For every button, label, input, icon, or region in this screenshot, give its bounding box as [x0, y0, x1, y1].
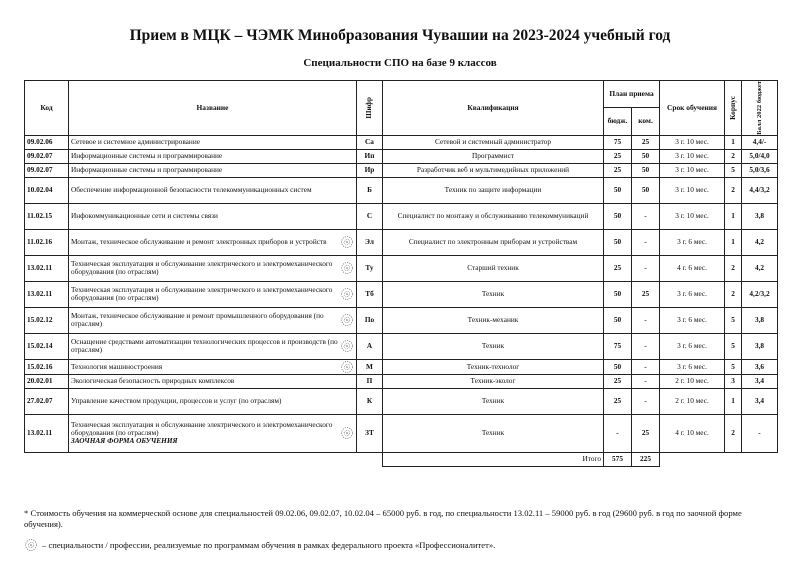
cell-code: 09.02.07 — [25, 149, 69, 163]
cell-cipher: А — [357, 333, 383, 359]
cell-commercial: - — [632, 359, 660, 374]
cell-qualification: Специалист по электронным приборам и устройствам — [383, 229, 604, 255]
cell-score: 5,0/4,0 — [742, 149, 778, 163]
header-qualification: Квалификация — [383, 81, 604, 136]
cell-qualification: Техник — [383, 333, 604, 359]
cell-budget: 25 — [604, 255, 632, 281]
cell-building: 2 — [725, 177, 742, 203]
cell-score: 4,2 — [742, 229, 778, 255]
cell-term: 3 г. 6 мес. — [660, 333, 725, 359]
cell-name — [69, 149, 357, 163]
cell-cipher: Тб — [357, 281, 383, 307]
cell-building: 5 — [725, 333, 742, 359]
specialty-name: Технология машиностроения — [71, 361, 163, 371]
cell-budget: - — [604, 414, 632, 452]
header-code: Код — [25, 81, 69, 136]
cell-cipher: Са — [357, 135, 383, 149]
cell-term: 3 г. 6 мес. — [660, 229, 725, 255]
cell-commercial: 50 — [632, 149, 660, 163]
cell-building: 1 — [725, 135, 742, 149]
professionalitet-emblem-icon — [340, 426, 354, 440]
cell-commercial: - — [632, 333, 660, 359]
cell-qualification: Техник-технолог — [383, 359, 604, 374]
cell-qualification: Специалист по монтажу и обслуживанию телекоммуникаций — [383, 203, 604, 229]
professionalitet-emblem-icon — [24, 538, 38, 552]
cell-score: 3,4 — [742, 374, 778, 388]
table-row — [25, 333, 778, 359]
cell-qualification: Техник — [383, 388, 604, 414]
specialty-name: Техническая эксплуатация и обслуживание электрического и электромеханического оборудования (по отраслям) — [71, 419, 333, 438]
specialty-name: Управление качеством продукции, процессов и услуг (по отраслям) — [71, 396, 282, 406]
header-score: Балл 2022 бюджет — [742, 81, 778, 136]
cell-code: 15.02.16 — [25, 359, 69, 374]
cell-term: 3 г. 6 мес. — [660, 359, 725, 374]
cell-budget: 50 — [604, 177, 632, 203]
specialty-name: Техническая эксплуатация и обслуживание электрического и электромеханического оборудования (по отраслям) — [71, 258, 333, 277]
cell-qualification: Старший техник — [383, 255, 604, 281]
cell-commercial: - — [632, 203, 660, 229]
table-row — [25, 255, 778, 281]
header-term: Срок обучения — [660, 81, 725, 136]
header-plan: План приема — [604, 81, 660, 108]
table-row — [25, 281, 778, 307]
specialty-name: Экологическая безопасность природных комплексов — [71, 376, 235, 386]
cell-code: 20.02.01 — [25, 374, 69, 388]
cell-building: 2 — [725, 255, 742, 281]
cell-budget: 75 — [604, 135, 632, 149]
cell-code: 13.02.11 — [25, 255, 69, 281]
cell-cipher: К — [357, 388, 383, 414]
cell-name — [69, 177, 357, 203]
cell-term: 3 г. 10 мес. — [660, 203, 725, 229]
header-name: Название — [69, 81, 357, 136]
total-label: Итого — [383, 452, 604, 466]
specialty-name: Инфокоммуникационные сети и системы связи — [71, 211, 218, 221]
cell-term: 3 г. 10 мес. — [660, 177, 725, 203]
cell-name — [69, 333, 357, 359]
cell-term: 4 г. 10 мес. — [660, 414, 725, 452]
cell-qualification: Техник-механик — [383, 307, 604, 333]
cell-cipher: Ип — [357, 149, 383, 163]
cell-budget: 75 — [604, 333, 632, 359]
cell-building: 1 — [725, 388, 742, 414]
total-commercial: 225 — [632, 452, 660, 466]
cell-term: 3 г. 10 мес. — [660, 163, 725, 177]
cell-building: 2 — [725, 281, 742, 307]
specialty-name: Техническая эксплуатация и обслуживание электрического и электромеханического оборудования (по отраслям) — [71, 284, 333, 303]
cell-score: 4,2/3,2 — [742, 281, 778, 307]
cell-score: 3,6 — [742, 359, 778, 374]
cell-commercial: - — [632, 255, 660, 281]
cell-commercial: - — [632, 374, 660, 388]
cell-score: 5,0/3,6 — [742, 163, 778, 177]
professionalitet-emblem-icon — [340, 261, 354, 275]
admission-table — [24, 80, 778, 467]
specialty-name: Информационные системы и программирование — [71, 151, 223, 161]
cell-score: 4,4/3,2 — [742, 177, 778, 203]
cell-qualification: Программист — [383, 149, 604, 163]
cell-code: 15.02.14 — [25, 333, 69, 359]
cell-qualification: Разработчик веб и мультимедийных приложений — [383, 163, 604, 177]
cell-name — [69, 203, 357, 229]
cell-building: 2 — [725, 149, 742, 163]
cell-code: 27.02.07 — [25, 388, 69, 414]
cell-name — [69, 163, 357, 177]
table-row — [25, 359, 778, 374]
header-building: Корпус — [725, 81, 742, 136]
professionalitet-emblem-icon — [340, 360, 354, 374]
cell-qualification: Техник — [383, 414, 604, 452]
cell-commercial: - — [632, 307, 660, 333]
specialty-name: Оснащение средствами автоматизации технологических процессов и производств (по отраслям) — [71, 336, 338, 355]
table-row — [25, 163, 778, 177]
header-budget: бюдж. — [604, 108, 632, 135]
professionalitet-emblem-icon — [340, 313, 354, 327]
cell-qualification: Техник — [383, 281, 604, 307]
table-row — [25, 203, 778, 229]
cell-commercial: 25 — [632, 135, 660, 149]
cell-code: 09.02.07 — [25, 163, 69, 177]
professionalitet-emblem-icon — [340, 339, 354, 353]
study-form-note: ЗАОЧНАЯ ФОРМА ОБУЧЕНИЯ — [71, 436, 178, 446]
cell-score: 3,8 — [742, 203, 778, 229]
cell-cipher: ЗТ — [357, 414, 383, 452]
cell-score: - — [742, 414, 778, 452]
cell-code: 15.02.12 — [25, 307, 69, 333]
cell-qualification: Техник-эколог — [383, 374, 604, 388]
cell-score: 3,4 — [742, 388, 778, 414]
cell-cipher: По — [357, 307, 383, 333]
table-row — [25, 229, 778, 255]
cell-term: 4 г. 6 мес. — [660, 255, 725, 281]
cell-cipher: М — [357, 359, 383, 374]
cell-cipher: Эл — [357, 229, 383, 255]
cell-cipher: С — [357, 203, 383, 229]
page-subtitle: Специальности СПО на базе 9 классов — [303, 57, 497, 69]
cell-code: 13.02.11 — [25, 281, 69, 307]
cell-building: 2 — [725, 414, 742, 452]
cell-budget: 50 — [604, 307, 632, 333]
footnote-professionalitet — [24, 538, 776, 552]
cell-commercial: 50 — [632, 177, 660, 203]
cell-name — [69, 388, 357, 414]
cell-term: 2 г. 10 мес. — [660, 374, 725, 388]
cell-term: 3 г. 10 мес. — [660, 149, 725, 163]
specialty-name: Информационные системы и программирование — [71, 165, 223, 175]
cell-name — [69, 359, 357, 374]
cell-name — [69, 281, 357, 307]
cell-score: 4,2 — [742, 255, 778, 281]
total-row — [25, 452, 778, 466]
cell-budget: 25 — [604, 388, 632, 414]
table-row — [25, 374, 778, 388]
cell-code: 09.02.06 — [25, 135, 69, 149]
header-commercial: ком. — [632, 108, 660, 135]
cell-code: 11.02.15 — [25, 203, 69, 229]
header-cipher: Шифр — [357, 81, 383, 136]
cell-code: 10.02.04 — [25, 177, 69, 203]
specialty-name: Монтаж, техническое обслуживание и ремонт электронных приборов и устройств — [71, 237, 327, 247]
cell-budget: 50 — [604, 359, 632, 374]
specialty-name: Сетевое и системное администрирование — [71, 137, 200, 147]
cell-name — [69, 255, 357, 281]
cell-building: 1 — [725, 203, 742, 229]
cell-cipher: Б — [357, 177, 383, 203]
cell-name — [69, 414, 357, 452]
specialty-name: Обеспечение информационной безопасности телекоммуникационных систем — [71, 185, 312, 195]
cell-name — [69, 229, 357, 255]
cell-building: 1 — [725, 229, 742, 255]
cell-cipher: Ир — [357, 163, 383, 177]
cell-commercial: 25 — [632, 414, 660, 452]
cell-name — [69, 374, 357, 388]
cell-budget: 50 — [604, 229, 632, 255]
cell-budget: 25 — [604, 374, 632, 388]
footnote-cost: * Стоимость обучения на коммерческой основе для специальностей 09.02.06, 09.02.07, 10.02.04 – 65000 руб. в год, по специальности 13.02.11 – 59000 руб. в год (29600 руб. в год по заочной форме обучения). — [24, 508, 742, 529]
cell-commercial: - — [632, 388, 660, 414]
cell-code: 11.02.16 — [25, 229, 69, 255]
cell-code: 13.02.11 — [25, 414, 69, 452]
cell-cipher: П — [357, 374, 383, 388]
cell-budget: 25 — [604, 163, 632, 177]
cell-building: 5 — [725, 163, 742, 177]
professionalitet-emblem-icon — [340, 235, 354, 249]
cell-score: 3,8 — [742, 333, 778, 359]
cell-qualification: Техник по защите информации — [383, 177, 604, 203]
table-row — [25, 414, 778, 452]
table-row — [25, 135, 778, 149]
cell-building: 5 — [725, 359, 742, 374]
total-budget: 575 — [604, 452, 632, 466]
cell-name — [69, 135, 357, 149]
cell-commercial: 50 — [632, 163, 660, 177]
cell-building: 3 — [725, 374, 742, 388]
cell-score: 3,8 — [742, 307, 778, 333]
cell-cipher: Ту — [357, 255, 383, 281]
cell-score: 4,4/- — [742, 135, 778, 149]
table-row — [25, 177, 778, 203]
cell-term: 2 г. 10 мес. — [660, 388, 725, 414]
cell-term: 3 г. 6 мес. — [660, 281, 725, 307]
cell-commercial: 25 — [632, 281, 660, 307]
cell-commercial: - — [632, 229, 660, 255]
table-row — [25, 307, 778, 333]
cell-budget: 25 — [604, 149, 632, 163]
page-title: Прием в МЦК – ЧЭМК Минобразования Чувашии на 2023-2024 учебный год — [129, 27, 671, 44]
cell-budget: 50 — [604, 203, 632, 229]
table-row — [25, 149, 778, 163]
professionalitet-emblem-icon — [340, 287, 354, 301]
specialty-name: Монтаж, техническое обслуживание и ремонт промышленного оборудования (по отраслям) — [71, 310, 324, 329]
footnote-professionalitet-text: – специальности / профессии, реализуемые по программам обучения в рамках федерального проекта «Профессионалитет». — [42, 539, 496, 550]
table-row — [25, 388, 778, 414]
cell-name — [69, 307, 357, 333]
cell-building: 5 — [725, 307, 742, 333]
cell-qualification: Сетевой и системный администратор — [383, 135, 604, 149]
cell-budget: 50 — [604, 281, 632, 307]
cell-term: 3 г. 6 мес. — [660, 307, 725, 333]
cell-term: 3 г. 10 мес. — [660, 135, 725, 149]
